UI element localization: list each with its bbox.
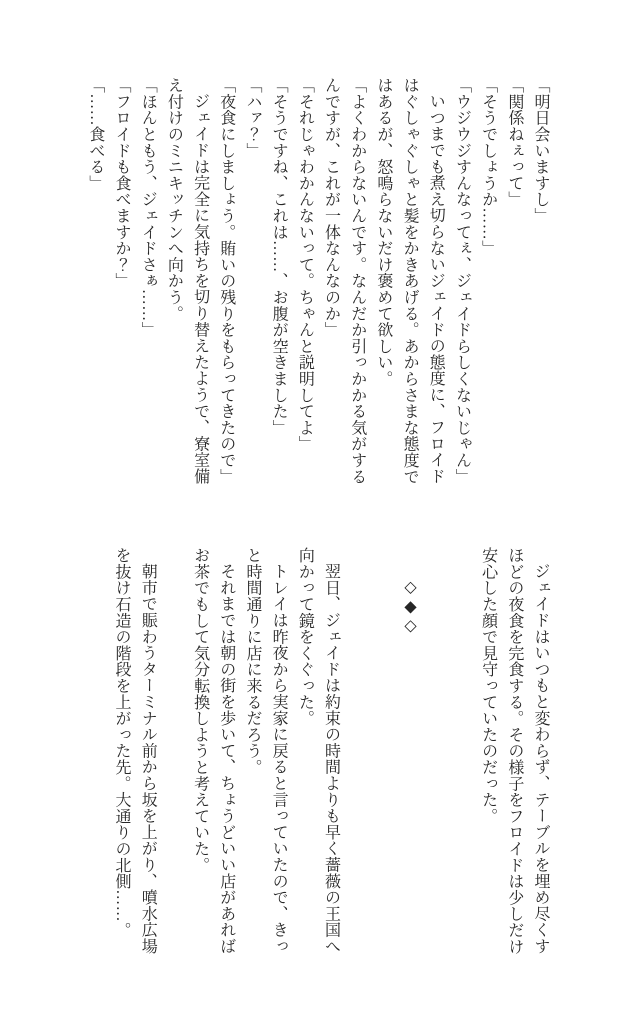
narration-line: 安心した顔で見守っていたのだった。: [479, 547, 497, 825]
dialogue-line: 「……食べる」: [86, 77, 104, 192]
narration-line: はあるが、怒鳴らないだけ褒めて欲しい。: [374, 77, 392, 387]
narration-line: いつまでも煮え切らないジェイドの態度に、フロイド: [427, 93, 445, 485]
narration-line: と時間通りに店に来るだろう。: [243, 547, 261, 776]
blank-column: [344, 547, 370, 979]
dialogue-line: 「ほんともう、ジェイドさぁ……」: [139, 77, 157, 338]
narration-line: お茶でもして気分転換しようと考えていた。: [191, 547, 209, 873]
dialogue-line: 「そうでしょうか……」: [479, 77, 497, 257]
narration-line: を抜け石造の階段を上がった先。大通りの北側……。: [113, 547, 130, 939]
blank-column: [160, 547, 186, 979]
dialogue-line: 「フロイドも食べますか？」: [113, 77, 130, 289]
narration-section: [108, 547, 553, 979]
blank-column: [422, 547, 448, 979]
narration-line: 朝市で賑わうターミナル前から坂を上がり、噴水広場: [139, 563, 157, 955]
dialogue-line: 「夜食にしましょう。賄いの残りをもらってきたので」: [217, 77, 235, 485]
narration-line: トレイは昨夜から実家に戻ると言っていたので、きっ: [270, 563, 288, 955]
dialogue-line: 「そうですね、これは……、お腹が空きました」: [270, 77, 288, 436]
dialogue-line: 「ハァ？」: [243, 77, 261, 159]
narration-line: 翌日、ジェイドは約束の時間よりも早く薔薇の王国へ: [322, 563, 340, 955]
narration-line: 向かって鏡をくぐった。: [296, 547, 314, 727]
blank-column: [370, 547, 396, 979]
dialogue-section: [82, 77, 553, 509]
narration-line: はぐしゃぐしゃと髪をかきあげる。あからさまな態度で: [401, 77, 419, 485]
narration-line: ジェイドは完全に気持ちを切り替えたようで、寮室備: [191, 93, 209, 485]
narration-line: ほどの夜食を完食する。その様子をフロイドは少しだけ: [505, 547, 523, 955]
dialogue-line: 「よくわからないんです。なんだか引っかかる気がする: [348, 77, 366, 485]
dialogue-line: 「ウジウジすんなってぇ、ジェイドらしくないじゃん」: [453, 77, 471, 485]
dialogue-line: 「明日会いますし」: [532, 77, 549, 224]
scene-separator: ◇◆◇: [401, 577, 419, 635]
dialogue-line: 「関係ねぇって」: [505, 77, 523, 208]
blank-column: [448, 547, 474, 979]
dialogue-line: 「それじゃわかんないって。ちゃんと説明してよ」: [296, 77, 314, 452]
dialogue-line: んですが、これが一体なんなのか」: [322, 77, 340, 338]
narration-line: ジェイドはいつもと変わらず、テーブルを埋め尽くす: [532, 563, 549, 955]
narration-line: え付けのミニキッチンへ向かう。: [165, 77, 183, 322]
narration-line: それまでは朝の街を歩いて、ちょうどいい店があれば: [217, 563, 235, 955]
